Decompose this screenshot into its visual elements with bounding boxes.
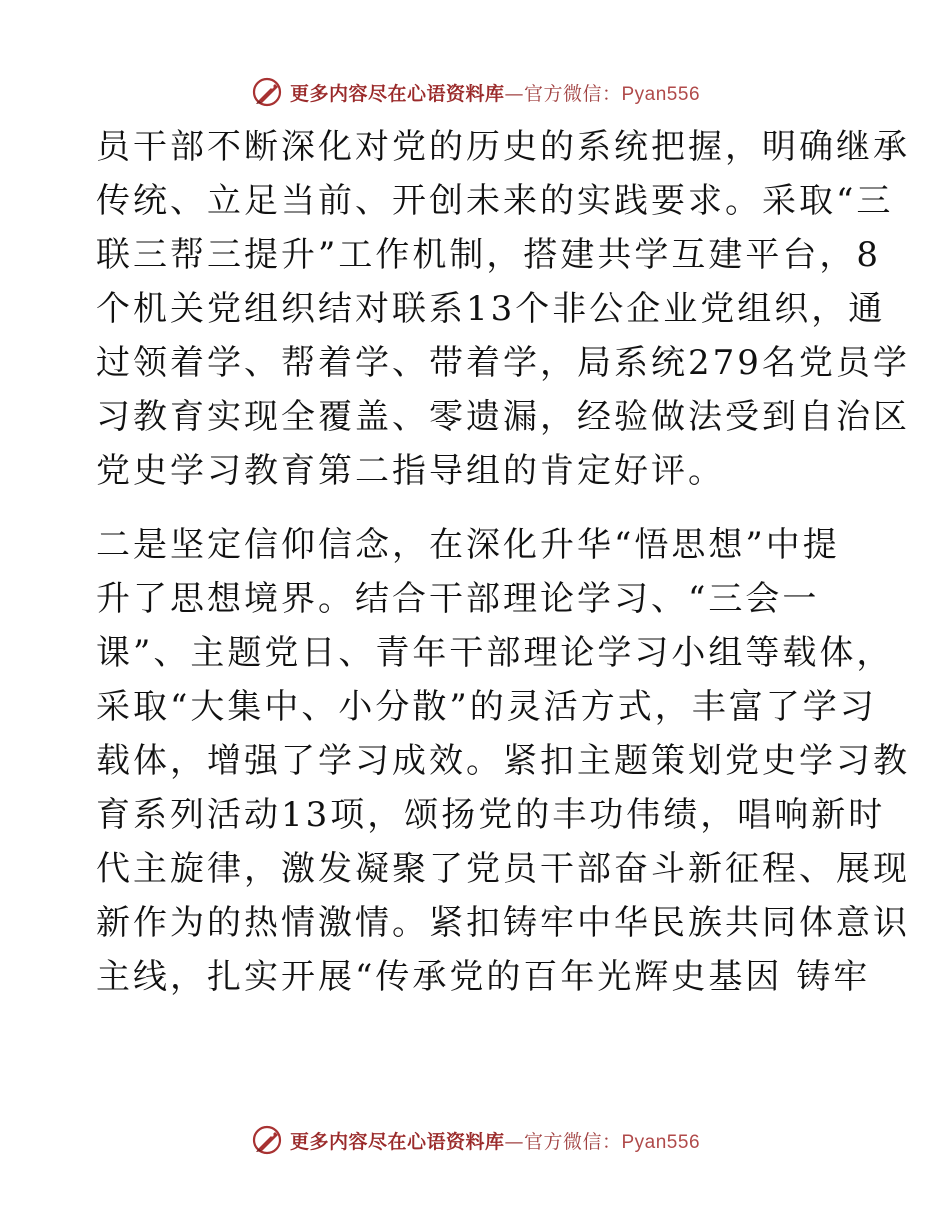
header-site-text: 更多内容尽在心语资料库 [289,82,505,105]
footer-wechat-label: 官方微信： [523,1130,622,1153]
text-line: 个机关党组织结对联系13个非公企业党组织，通 [96,289,886,329]
document-body [96,120,910,1004]
text-line: 育系列活动13项，颂扬党的丰功伟绩，唱响新时 [96,795,886,835]
text-line: 主线，扎实开展“传承党的百年光辉史基因 铸牢 [96,957,871,997]
pen-logo-icon [250,1123,284,1157]
header-wechat-label: 官方微信： [523,82,622,105]
text-line: 员干部不断深化对党的历史的系统把握，明确继承 [96,127,910,167]
text-line: 过领着学、帮着学、带着学，局系统279名党员学 [96,343,910,383]
footer-separator: — [504,1130,524,1153]
paragraph-2 [96,518,910,1004]
footer-banner-text [290,1127,700,1154]
text-line: 新作为的热情激情。紧扣铸牢中华民族共同体意识 [96,903,910,943]
header-banner [0,72,950,112]
footer-wechat-account: Pyan556 [621,1131,701,1153]
text-line: 载体，增强了学习成效。紧扣主题策划党史学习教 [96,741,910,781]
paragraph-spacer [96,498,856,518]
text-line: 传统、立足当前、开创未来的实践要求。采取“三 [96,181,894,221]
footer-banner [0,1120,950,1160]
text-line: 联三帮三提升”工作机制，搭建共学互建平台，8 [96,235,882,275]
pen-logo-icon [250,75,284,109]
text-line: 采取“大集中、小分散”的灵活方式，丰富了学习 [96,687,877,727]
text-line: 代主旋律，激发凝聚了党员干部奋斗新征程、展现 [96,849,910,889]
header-banner-text [290,79,700,106]
text-line: 习教育实现全覆盖、零遗漏，经验做法受到自治区 [96,397,910,437]
text-line: 升了思想境界。结合干部理论学习、“三会一 [96,579,820,619]
text-line: 课”、主题党日、青年干部理论学习小组等载体， [96,633,894,673]
footer-site-text: 更多内容尽在心语资料库 [289,1130,505,1153]
header-wechat-account: Pyan556 [621,83,701,105]
header-separator: — [504,82,524,105]
paragraph-1 [96,120,910,498]
text-line: 党史学习教育第二指导组的肯定好评。 [96,451,725,491]
text-line: 二是坚定信仰信念，在深化升华“悟思想”中提 [96,525,840,565]
